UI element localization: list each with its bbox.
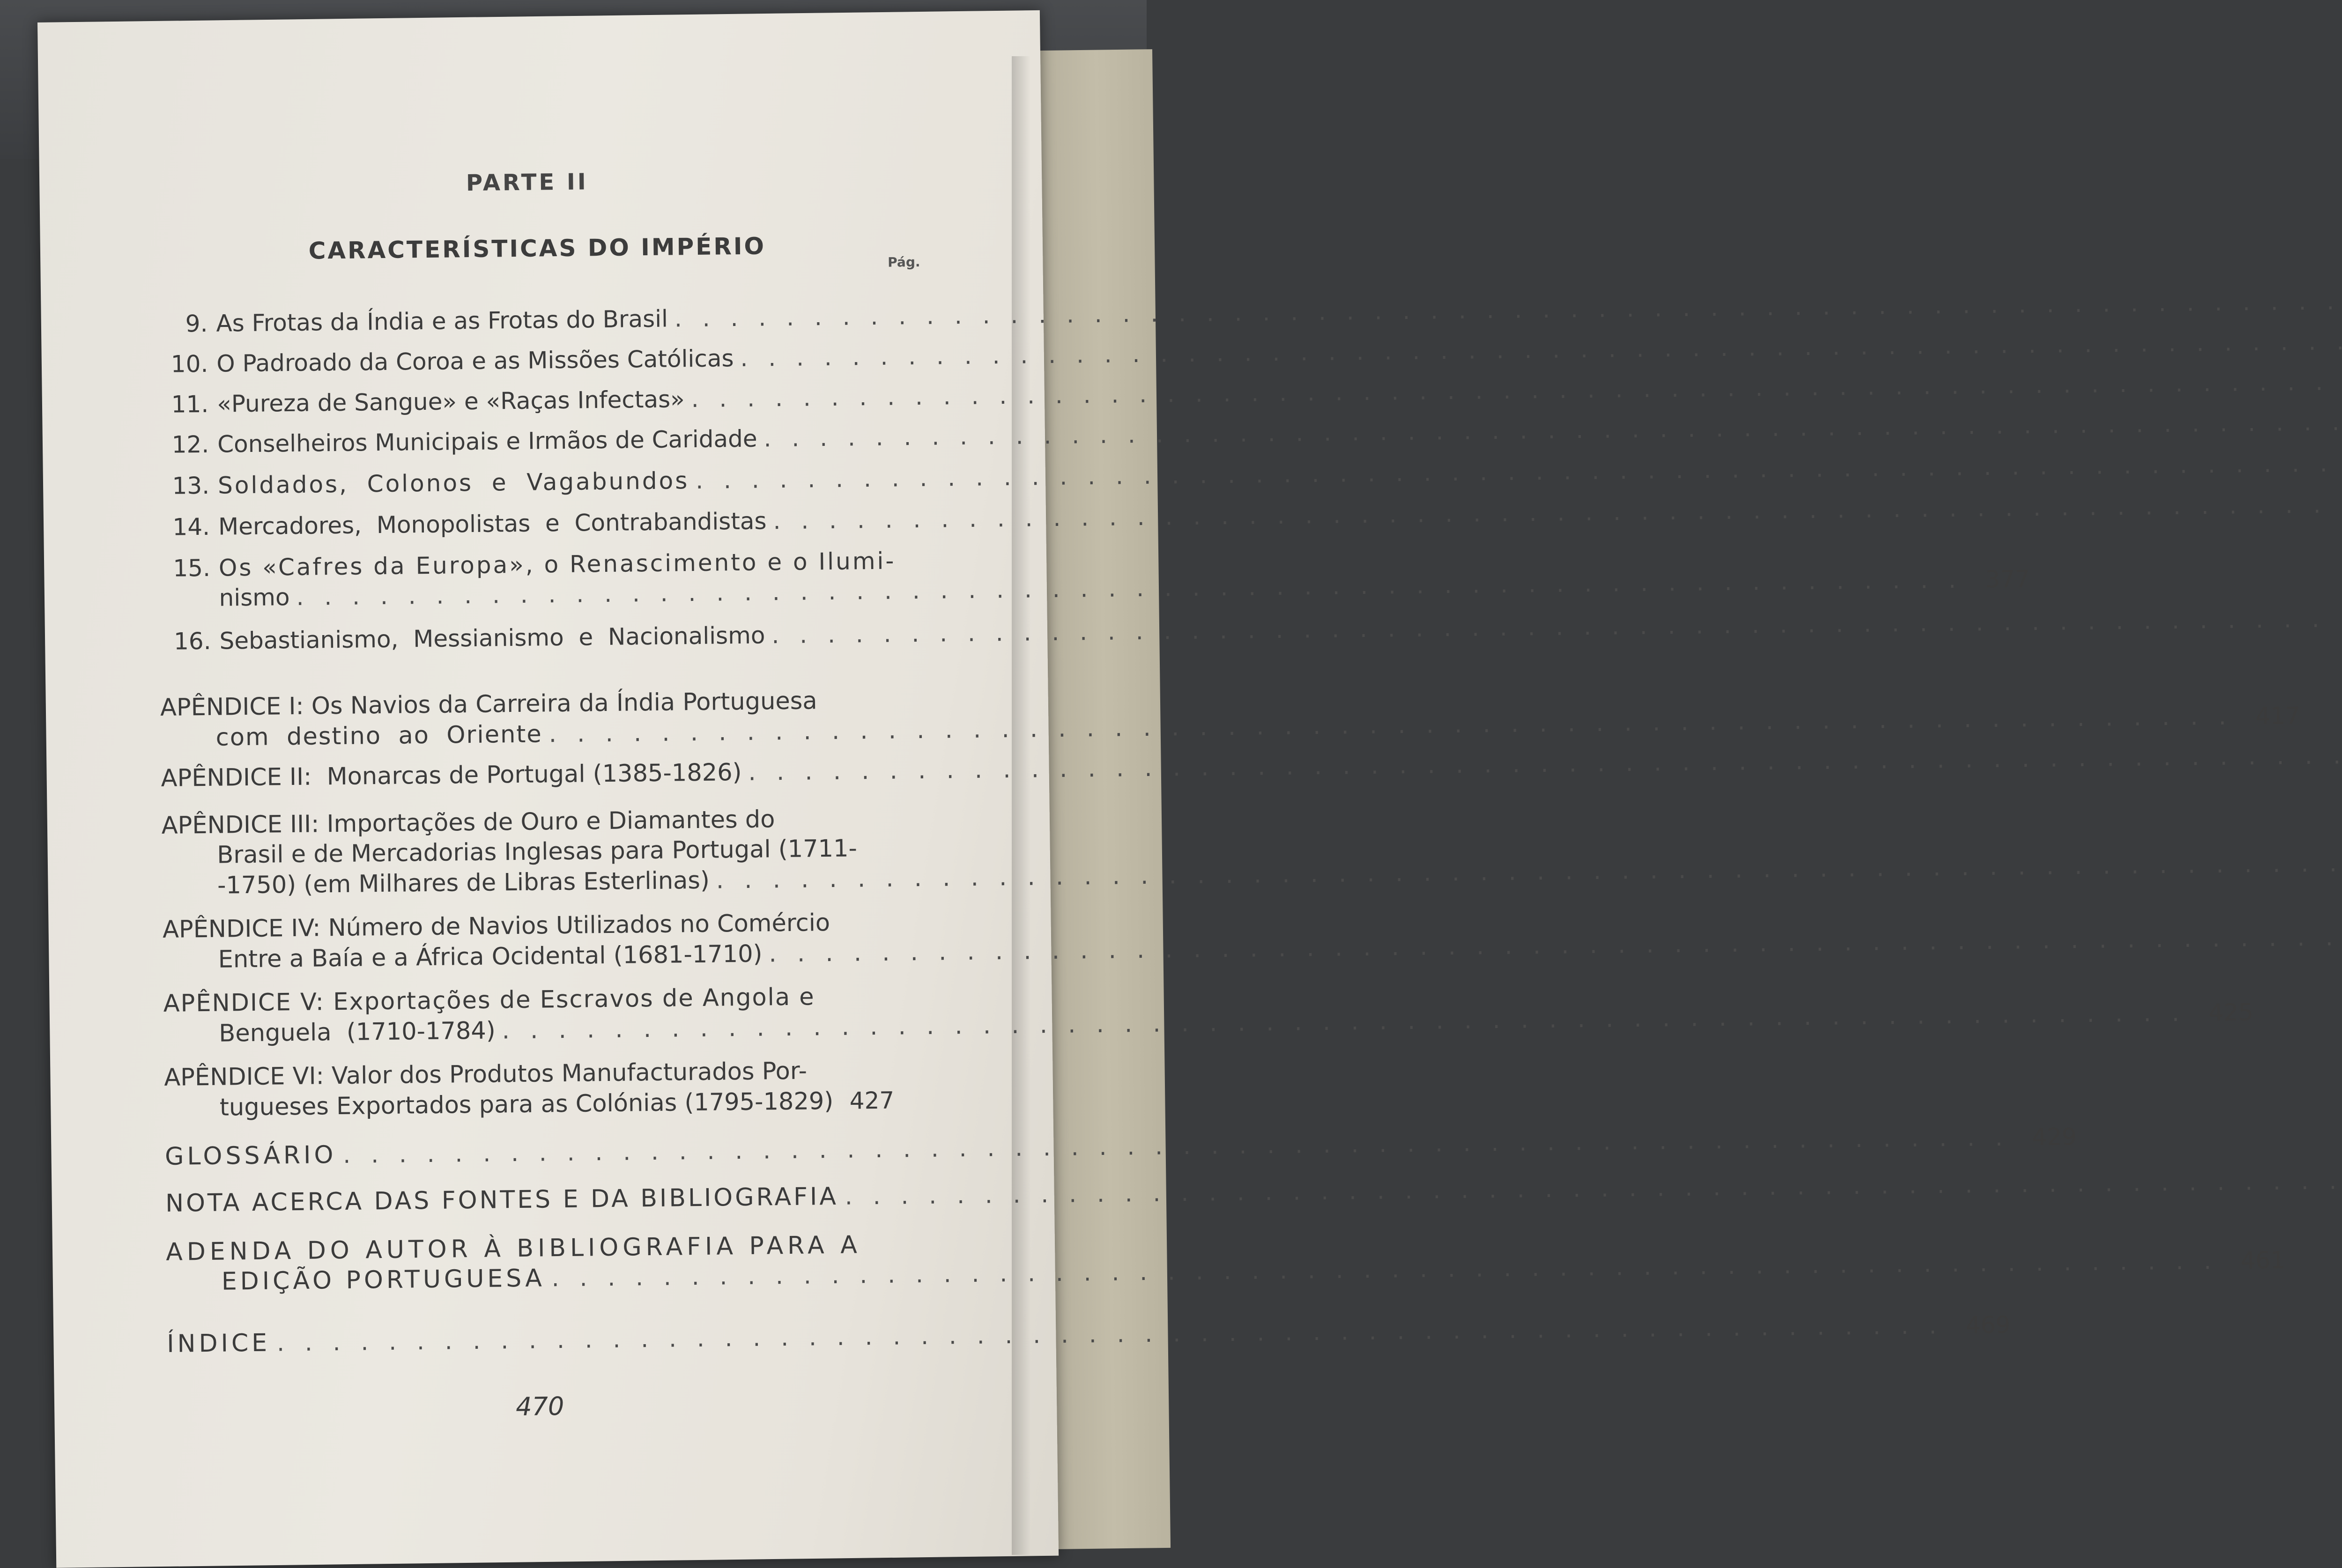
chapter-number: 14. — [172, 513, 210, 541]
chapter-title: As Frotas da Índia e as Frotas do Brasil — [216, 305, 668, 337]
chapter-title-line1: Os «Cafres da Europa», o Renascimento e o Ilumi- — [218, 547, 896, 582]
page-number: 377 — [1985, 565, 2030, 593]
toc-entry-addendum — [165, 1229, 2286, 1297]
chapter-title-line2: nismo — [219, 584, 290, 612]
appendix-title-line1: APÊNDICE VI: Valor dos Produtos Manufacturados Por- — [164, 1057, 808, 1092]
part-title: CARACTERÍSTICAS DO IMPÉRIO — [308, 232, 766, 265]
section-title-line2: EDIÇÃO PORTUGUESA — [221, 1264, 546, 1296]
appendix-title-line1: APÊNDICE III: Importações de Ouro e Diamantes do — [161, 806, 775, 840]
appendix-title-line2: Brasil e de Mercadorias Inglesas para Portugal (1711- — [217, 835, 858, 869]
chapter-number: 13. — [172, 472, 210, 500]
toc-entry-appendix-6 — [164, 1055, 970, 1124]
page-number: 469 — [1965, 1311, 2011, 1339]
toc-entry-appendix-1 — [160, 685, 2300, 754]
chapter-title: Soldados, Colonos e Vagabundos — [217, 467, 689, 499]
section-title: ÍNDICE — [166, 1329, 271, 1358]
appendix-title-line2: com destino ao Oriente — [215, 720, 543, 752]
chapter-number: 11. — [171, 390, 209, 418]
chapter-number: 9. — [185, 310, 208, 338]
appendix-title: APÊNDICE II: Monarcas de Portugal (1385-1826) — [161, 758, 742, 792]
toc-entry-chapter-15 — [159, 545, 2030, 614]
page-column-label: Pág. — [888, 254, 920, 270]
page-number: 461 — [2240, 1246, 2286, 1274]
section-title-line1: ADENDA DO AUTOR À BIBLIOGRAFIA PARA A — [165, 1231, 862, 1266]
appendix-title-line1: APÊNDICE V: Exportações de Escravos de Angola e — [163, 983, 815, 1018]
section-title: NOTA ACERCA DAS FONTES E DA BIBLIOGRAFIA — [165, 1182, 839, 1218]
section-title: GLOSSÁRIO — [164, 1141, 337, 1171]
page-number: 417 — [2255, 702, 2300, 730]
toc-entry-appendix-3 — [161, 803, 968, 902]
appendix-title-line2: Entre a Baía e a África Ocidental (1681-1710) — [218, 940, 763, 974]
chapter-number: 15. — [173, 554, 211, 582]
chapter-number: 16. — [173, 627, 211, 655]
page-number: 427 — [849, 1087, 895, 1115]
chapter-title: Conselheiros Municipais e Irmãos de Caridade — [217, 425, 757, 458]
appendix-title-line2: tugueses Exportados para as Colónias (1795-1829) — [219, 1087, 834, 1122]
toc-entry-appendix-5 — [163, 981, 2253, 1050]
chapter-title: O Padroado da Coroa e as Missões Católicas — [216, 345, 734, 377]
part-heading: PARTE II — [466, 169, 588, 197]
appendix-title-line3: -1750) (em Milhares de Libras Esterlinas) — [217, 866, 710, 900]
page-number: 425 — [2208, 998, 2253, 1027]
page-folio-number: 470 — [515, 1391, 564, 1422]
chapter-number: 10. — [170, 350, 208, 378]
chapter-number: 12. — [171, 430, 209, 459]
appendix-title-line1: APÊNDICE IV: Número de Navios Utilizados no Comércio — [162, 909, 830, 944]
chapter-title: Sebastianismo, Messianismo e Nacionalismo — [219, 621, 765, 655]
appendix-title-line2: Benguela (1710-1784) — [219, 1017, 496, 1048]
chapter-title: Mercadores, Monopolistas e Contrabandistas — [218, 507, 767, 540]
toc-entry-appendix-4 — [163, 907, 969, 976]
page-number: 429 — [2031, 1123, 2077, 1151]
chapter-title: «Pureza de Sangue» e «Raças Infectas» — [216, 385, 685, 418]
appendix-title-line1: APÊNDICE I: Os Navios da Carreira da Índia Portuguesa — [160, 687, 817, 722]
